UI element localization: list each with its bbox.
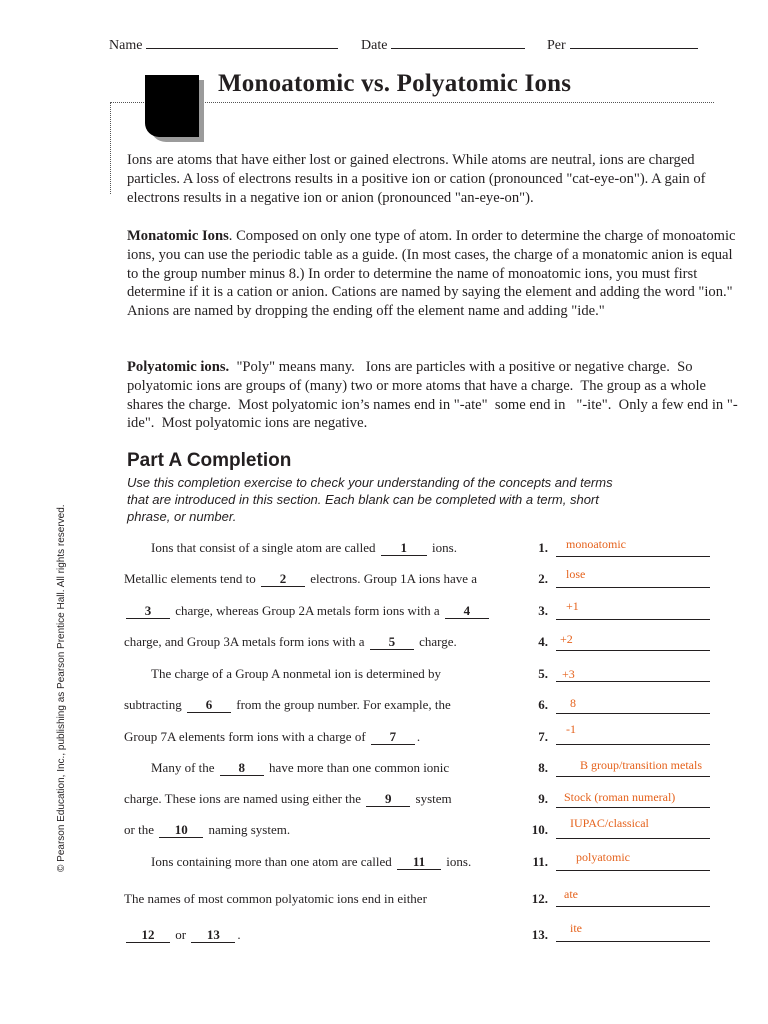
date-label: Date <box>361 38 388 53</box>
copyright-notice: © Pearson Education, Inc., publishing as Pearson Prentice Hall. All rights reserved. <box>56 504 67 872</box>
answer-field-11[interactable] <box>556 848 710 871</box>
answer-number: 5. <box>538 666 548 681</box>
question-line-10 <box>124 821 524 839</box>
answer-text: monoatomic <box>566 537 626 551</box>
question-text: Ions that consist of a single atom are called <box>151 540 376 555</box>
per-line[interactable] <box>570 36 698 49</box>
question-text: system <box>415 791 452 806</box>
blank-7: 7 <box>371 730 415 745</box>
answer-field-10[interactable] <box>556 816 710 839</box>
question-line-2 <box>124 570 524 588</box>
answer-number: 13. <box>531 927 548 942</box>
answer-text: +2 <box>560 632 573 646</box>
answer-number: 3. <box>538 603 548 618</box>
question-text: ions. <box>432 540 457 555</box>
question-line-13 <box>124 926 524 944</box>
question-line-6 <box>124 696 524 714</box>
answer-text: B group/transition metals <box>580 758 702 772</box>
answer-field-8[interactable] <box>556 754 710 777</box>
answer-number: 4. <box>538 634 548 649</box>
section-tab <box>145 75 199 137</box>
question-text: . <box>237 927 241 942</box>
blank-3: 3 <box>126 604 170 619</box>
answer-number: 7. <box>538 729 548 744</box>
answer-field-3[interactable] <box>556 597 710 620</box>
answer-text: ate <box>564 887 578 901</box>
answer-number: 9. <box>538 791 548 806</box>
answer-field-5[interactable] <box>556 659 710 682</box>
answer-number: 10. <box>531 822 548 837</box>
intro-paragraph: Ions are atoms that have either lost or gained electrons. While atoms are neutral, ions are charged particles. A loss of electrons results in a positive ion or cation (pronounced "cat-eye-on"). A gain of electrons results in a negative ion or anion (pronounced "an-eye-on"). <box>127 152 706 206</box>
polyatomic-paragraph <box>127 358 739 433</box>
answer-text: +1 <box>566 599 579 613</box>
blank-13: 13 <box>191 928 235 943</box>
answer-text: IUPAC/classical <box>570 816 649 830</box>
blank-11: 11 <box>397 855 441 870</box>
date-line[interactable] <box>391 36 525 49</box>
answer-field-2[interactable] <box>556 565 710 588</box>
answer-number: 12. <box>531 891 548 906</box>
answer-field-7[interactable] <box>556 722 710 745</box>
question-text: ions. <box>446 854 472 869</box>
part-a-instructions: Use this completion exercise to check your understanding of the concepts and terms that are introduced in this section. Each blank can be completed with a term, short phrase, or number. <box>127 475 613 524</box>
blank-12: 12 <box>126 928 170 943</box>
question-text: or the <box>124 822 154 837</box>
question-text: from the group number. For example, the <box>236 697 451 712</box>
question-text: charge. These ions are named using either the <box>124 791 362 806</box>
question-line-12 <box>124 890 524 908</box>
blank-5: 5 <box>370 635 414 650</box>
question-text: electrons. Group 1A ions have a <box>310 571 478 586</box>
part-a-heading: Part A Completion <box>127 450 292 471</box>
polyatomic-heading: Polyatomic ions. <box>127 359 230 375</box>
monatomic-paragraph <box>127 227 739 321</box>
name-field[interactable] <box>109 36 338 54</box>
question-line-4 <box>124 633 524 651</box>
question-text: have more than one common ionic <box>269 760 450 775</box>
blank-6: 6 <box>187 698 231 713</box>
question-line-3 <box>124 602 524 620</box>
answer-number: 8. <box>538 760 548 775</box>
question-text: charge, and Group 3A metals form ions with a <box>124 634 365 649</box>
per-label: Per <box>547 38 566 53</box>
question-line-1 <box>151 539 551 557</box>
question-line-5 <box>151 665 551 683</box>
name-line[interactable] <box>146 36 338 49</box>
answer-field-9[interactable] <box>556 785 710 808</box>
answer-number: 1. <box>538 540 548 555</box>
question-line-11 <box>151 853 551 871</box>
blank-8: 8 <box>220 761 264 776</box>
answer-field-6[interactable] <box>556 691 710 714</box>
answer-number: 6. <box>538 697 548 712</box>
question-text: Metallic elements tend to <box>124 571 256 586</box>
blank-10: 10 <box>159 823 203 838</box>
blank-4: 4 <box>445 604 489 619</box>
page-title: Monoatomic vs. Polyatomic Ions <box>218 70 572 97</box>
answer-number: 11. <box>532 854 548 869</box>
monatomic-text: . Composed on only one type of atom. In order to determine the charge of monoatomic ions, you can use the periodic table as a guide. (In most cases, the charge of a monatomic anion is equal to the group number minus 8.) In order to determine the name of monoatomic ions, you must first determine if it is a cation or anion. Cations are named by saying the element and adding the word "ion." Anions are named by dropping the ending off the element name and adding "ide." <box>127 228 736 320</box>
question-text: Ions containing more than one atom are called <box>151 854 392 869</box>
answer-text: +3 <box>562 667 575 681</box>
question-text: . <box>416 729 421 744</box>
question-text: Many of the <box>151 760 215 775</box>
question-text: subtracting <box>124 697 182 712</box>
question-line-9 <box>124 790 524 808</box>
question-text: The names of most common polyatomic ions end in either <box>124 891 427 906</box>
answer-text: ite <box>570 921 582 935</box>
answer-field-12[interactable] <box>556 884 710 907</box>
question-text: naming system. <box>208 822 291 837</box>
question-line-7 <box>124 728 524 746</box>
question-text: Group 7A elements form ions with a charge of <box>124 729 366 744</box>
blank-2: 2 <box>261 572 305 587</box>
question-text: The charge of a Group A nonmetal ion is determined by <box>151 666 442 681</box>
blank-1: 1 <box>381 541 427 556</box>
answer-text: -1 <box>566 722 576 736</box>
monatomic-heading: Monatomic Ions <box>127 228 229 244</box>
answer-text: polyatomic <box>576 850 630 864</box>
question-text: charge, whereas Group 2A metals form ions with a <box>175 603 440 618</box>
answer-field-13[interactable] <box>556 919 710 942</box>
dotted-vertical-rule <box>110 102 111 194</box>
answer-field-1[interactable] <box>556 534 710 557</box>
question-text: charge. <box>419 634 457 649</box>
per-field[interactable] <box>547 36 698 54</box>
name-label: Name <box>109 38 143 53</box>
polyatomic-text: "Poly" means many. Ions are particles with a positive or negative charge. So polyatomic ions are groups of (many) two or more atoms that have a charge. The group as a whole shares the charge. Most polyatomic ion’s names end in "-ate" some end in "-ite". Only a few end in "-ide". Most polyatomic ions are negative. <box>127 359 738 432</box>
answer-text: Stock (roman numeral) <box>564 790 676 804</box>
question-text: or <box>175 927 187 942</box>
answer-text: lose <box>566 567 586 581</box>
blank-9: 9 <box>366 792 410 807</box>
date-field[interactable] <box>361 36 525 54</box>
answer-number: 2. <box>538 571 548 586</box>
question-line-8 <box>151 759 551 777</box>
answer-field-4[interactable] <box>556 628 710 651</box>
answer-text: 8 <box>570 696 576 710</box>
